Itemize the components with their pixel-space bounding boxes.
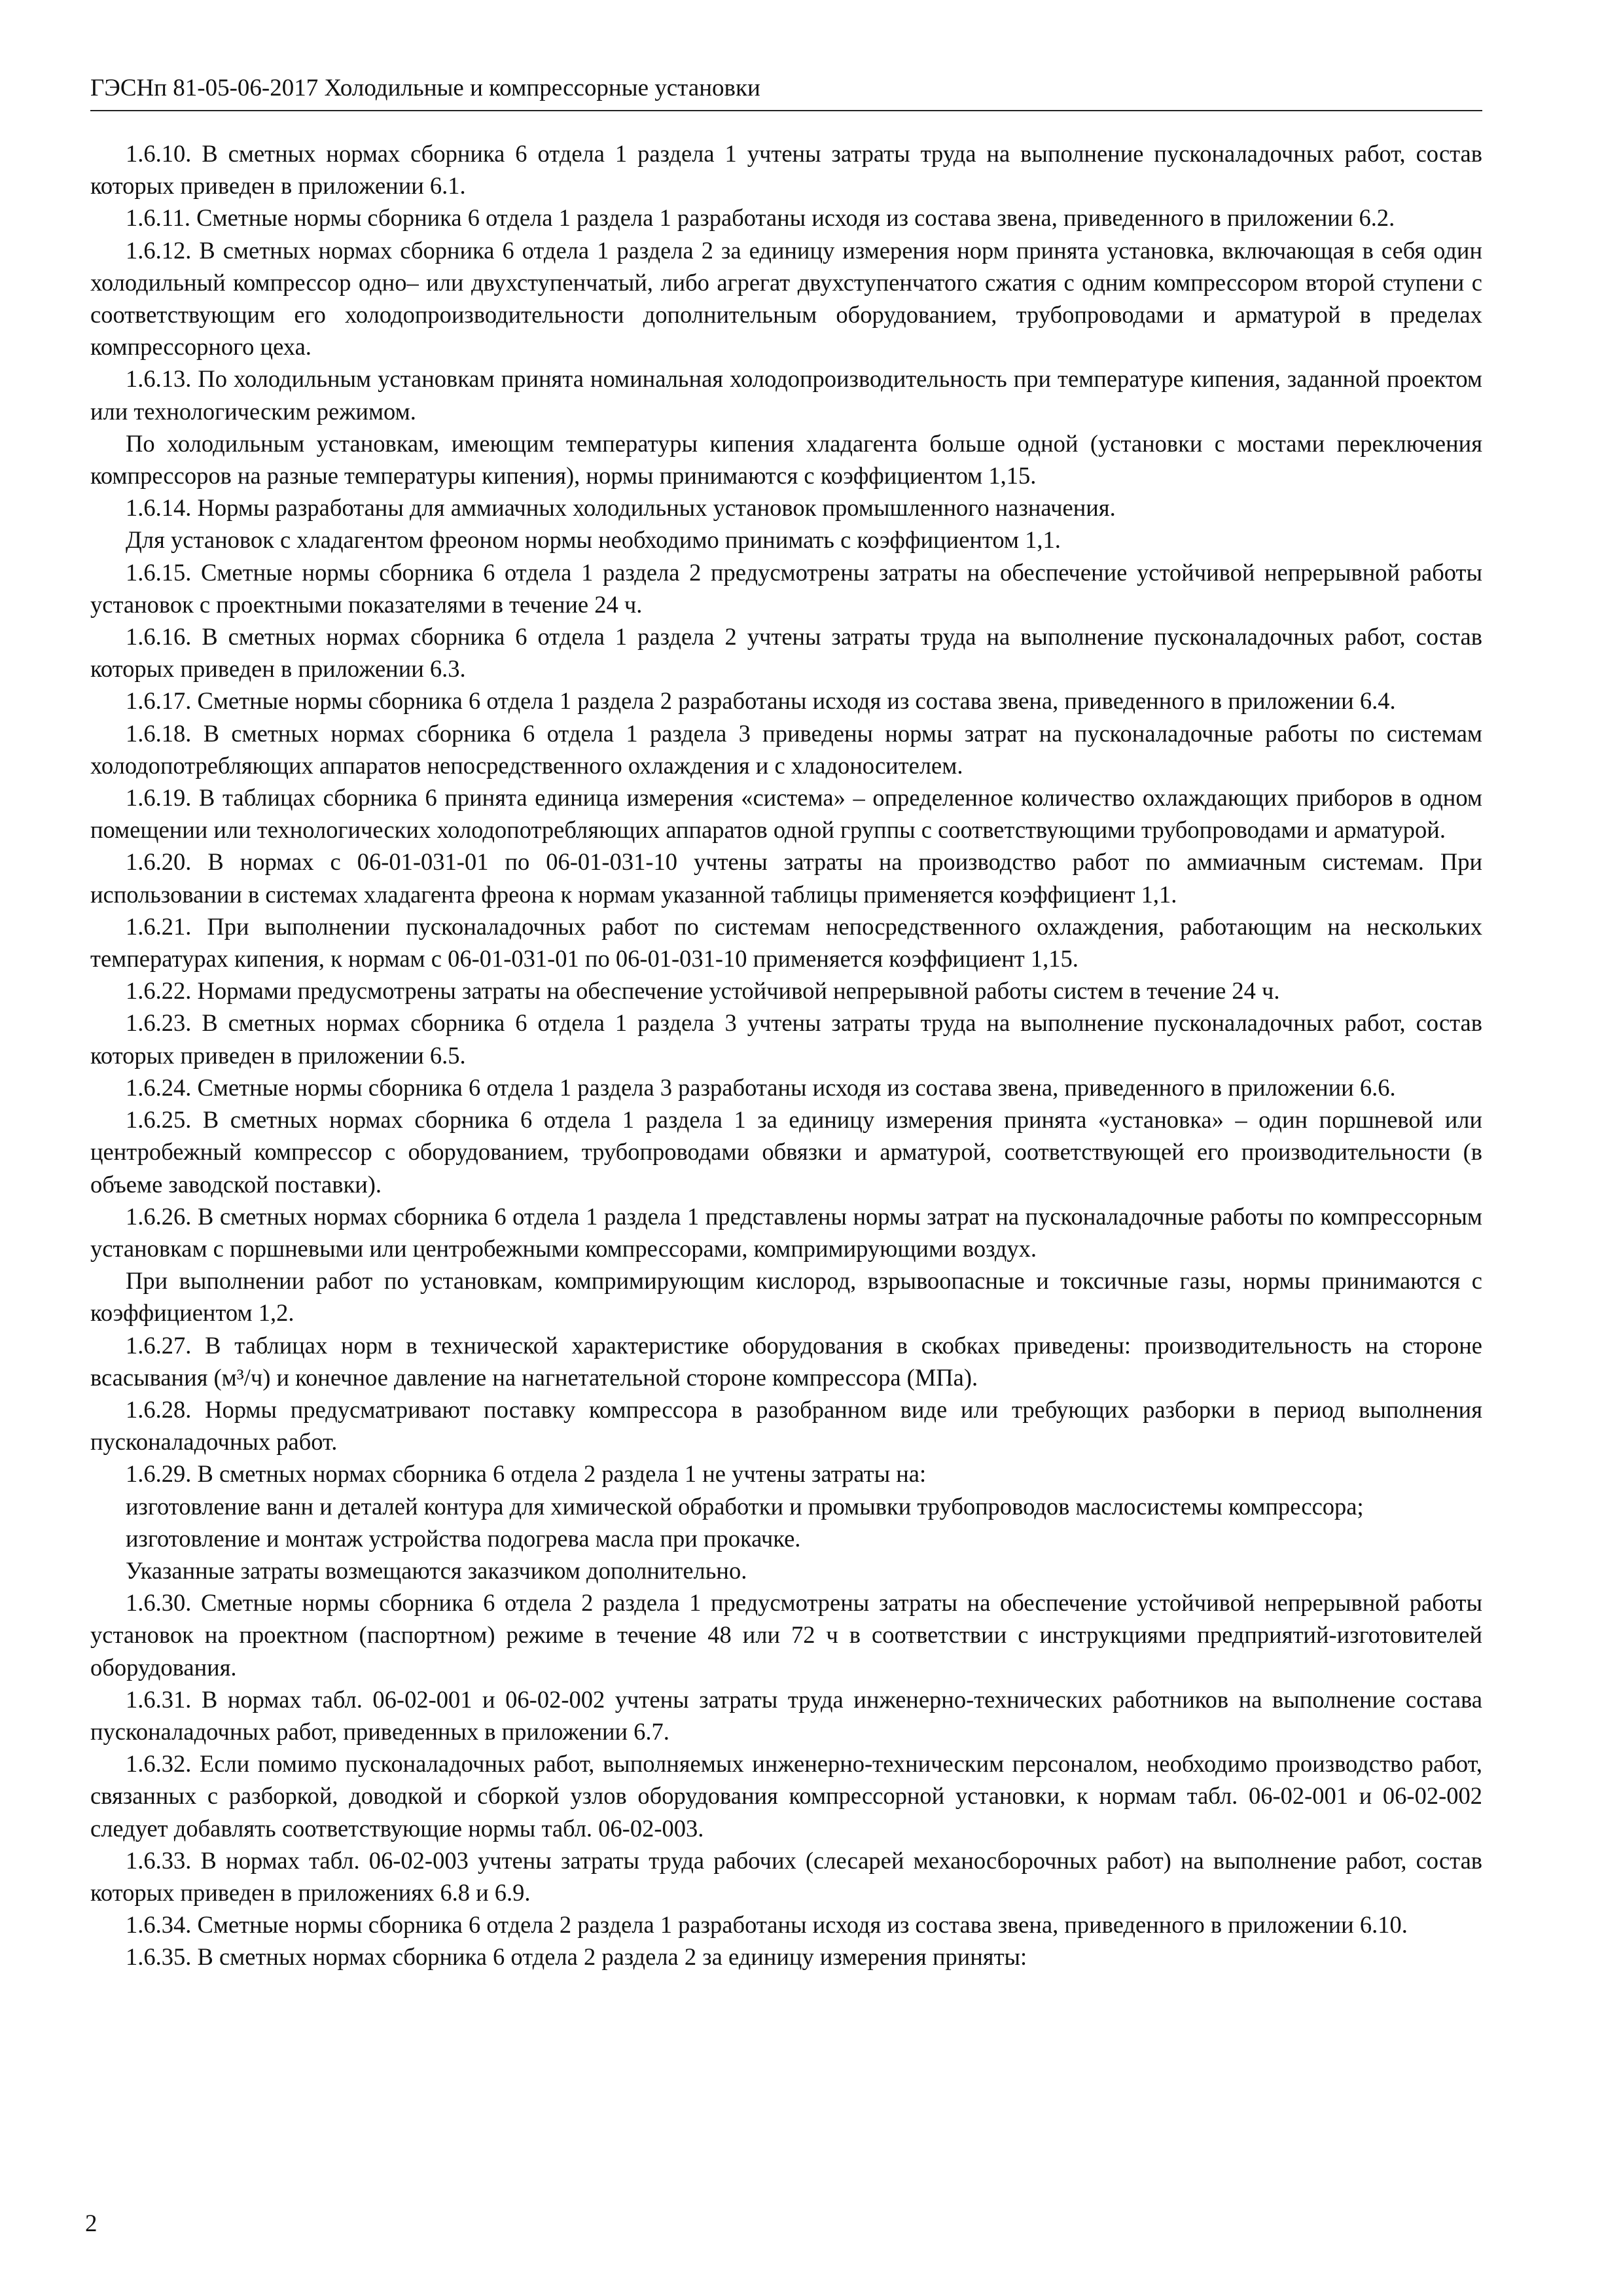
- paragraph: 1.6.22. Нормами предусмотрены затраты на обеспечение устойчивой непрерывной работы систем в течение 24 ч.: [126, 977, 1280, 1005]
- paragraph: 1.6.32. Если помимо пусконаладочных работ, выполняемых инженерно-техническим персоналом, необходимо производство работ, связанных с разборкой, доводкой и сборкой узлов оборудования компрессорной установки, к нормам табл. 06-02-001 и 06-02-002 следует добавлять соответствующие нормы табл. 06-02-003.: [90, 1750, 1482, 1842]
- paragraph: 1.6.13. По холодильным установкам принята номинальная холодопроизводительность при температуре кипения, заданной проектом или технологическим режимом.: [90, 365, 1482, 425]
- paragraph: При выполнении работ по установкам, компримирующим кислород, взрывоопасные и токсичные газы, нормы принимаются с коэффициентом 1,2.: [90, 1267, 1482, 1327]
- paragraph: 1.6.20. В нормах с 06-01-031-01 по 06-01-031-10 учтены затраты на производство работ по аммиачным системам. При использовании в системах хладагента фреона к нормам указанной таблицы применяется коэффициент 1,1.: [90, 848, 1482, 908]
- paragraph: 1.6.11. Сметные нормы сборника 6 отдела 1 раздела 1 разработаны исходя из состава звена, приведенного в приложении 6.2.: [126, 204, 1395, 232]
- paragraph: 1.6.19. В таблицах сборника 6 принята единица измерения «система» – определенное количество охлаждающих приборов в одном помещении или технологических холодопотребляющих аппаратов одной группы с соответствующими трубопроводами и арматурой.: [90, 784, 1482, 844]
- paragraph: Указанные затраты возмещаются заказчиком дополнительно.: [126, 1556, 747, 1584]
- paragraph: 1.6.26. В сметных нормах сборника 6 отдела 1 раздела 1 представлены нормы затрат на пусконаладочные работы по компрессорным установкам с поршневыми или центробежными компрессорами, компримирующими воздух.: [90, 1202, 1482, 1262]
- paragraph: 1.6.28. Нормы предусматривают поставку компрессора в разобранном виде или требующих разборки в период выполнения пусконаладочных работ.: [90, 1395, 1482, 1456]
- paragraph: 1.6.29. В сметных нормах сборника 6 отдела 2 раздела 1 не учтены затраты на:: [126, 1460, 927, 1488]
- paragraph: 1.6.23. В сметных нормах сборника 6 отдела 1 раздела 3 учтены затраты труда на выполнение пусконаладочных работ, состав которых приведен в приложении 6.5.: [90, 1009, 1482, 1069]
- paragraph: 1.6.18. В сметных нормах сборника 6 отдела 1 раздела 3 приведены нормы затрат на пусконаладочные работы по системам холодопотребляющих аппаратов непосредственного охлаждения и с хладоносителем.: [90, 719, 1482, 779]
- paragraph: 1.6.30. Сметные нормы сборника 6 отдела 2 раздела 1 предусмотрены затраты на обеспечение устойчивой непрерывной работы установок на проектном (паспортном) режиме в течение 48 или 72 ч в соответствии с инструкциями предприятий-изготовителей оборудования.: [90, 1589, 1482, 1681]
- paragraph: 1.6.34. Сметные нормы сборника 6 отдела 2 раздела 1 разработаны исходя из состава звена, приведенного в приложении 6.10.: [126, 1911, 1408, 1939]
- paragraph: 1.6.25. В сметных нормах сборника 6 отдела 1 раздела 1 за единицу измерения принята «установка» – один поршневой или центробежный компрессор с оборудованием, трубопроводами обвязки и арматурой, соответствующей его производительности (в объеме заводской поставки).: [90, 1106, 1482, 1198]
- paragraph: 1.6.15. Сметные нормы сборника 6 отдела 1 раздела 2 предусмотрены затраты на обеспечение устойчивой непрерывной работы установок с проектными показателями в течение 24 ч.: [90, 558, 1482, 618]
- paragraph: 1.6.17. Сметные нормы сборника 6 отдела 1 раздела 2 разработаны исходя из состава звена, приведенного в приложении 6.4.: [126, 687, 1396, 715]
- paragraph: По холодильным установкам, имеющим температуры кипения хладагента больше одной (установки с мостами переключения компрессоров на разные температуры кипения), нормы принимаются с коэффициентом 1,15.: [90, 429, 1482, 490]
- paragraph: 1.6.12. В сметных нормах сборника 6 отдела 1 раздела 2 за единицу измерения норм принята установка, включающая в себя один холодильный компрессор одно– или двухступенчатый, либо агрегат двухступенчатого сжатия с одним компрессором второй ступени с соответствующим его холодопроизводительности дополнительным оборудованием, трубопроводами и арматурой в пределах компрессорного цеха.: [90, 236, 1482, 361]
- paragraph: 1.6.14. Нормы разработаны для аммиачных холодильных установок промышленного назначения.: [126, 494, 1116, 522]
- paragraph: 1.6.16. В сметных нормах сборника 6 отдела 1 раздела 2 учтены затраты труда на выполнение пусконаладочных работ, состав которых приведен в приложении 6.3.: [90, 623, 1482, 683]
- paragraph: 1.6.24. Сметные нормы сборника 6 отдела 1 раздела 3 разработаны исходя из состава звена, приведенного в приложении 6.6.: [126, 1073, 1396, 1101]
- paragraph: изготовление ванн и деталей контура для химической обработки и промывки трубопроводов маслосистемы компрессора;: [126, 1492, 1364, 1520]
- page-number: 2: [85, 2210, 98, 2237]
- paragraph: Для установок с хладагентом фреоном нормы необходимо принимать с коэффициентом 1,1.: [126, 526, 1061, 554]
- paragraph: 1.6.21. При выполнении пусконаладочных работ по системам непосредственного охлаждения, работающим на нескольких температурах кипения, к нормам с 06-01-031-01 по 06-01-031-10 применяется коэффициент 1,15.: [90, 912, 1482, 973]
- paragraph: 1.6.31. В нормах табл. 06-02-001 и 06-02-002 учтены затраты труда инженерно-технических работников на выполнение состава пусконаладочных работ, приведенных в приложении 6.7.: [90, 1685, 1482, 1745]
- paragraph: 1.6.35. В сметных нормах сборника 6 отдела 2 раздела 2 за единицу измерения приняты:: [126, 1943, 1027, 1971]
- paragraph: 1.6.10. В сметных нормах сборника 6 отдела 1 раздела 1 учтены затраты труда на выполнение пусконаладочных работ, состав которых приведен в приложении 6.1.: [90, 140, 1482, 200]
- document-body: [90, 137, 1482, 1973]
- paragraph: 1.6.33. В нормах табл. 06-02-003 учтены затраты труда рабочих (слесарей механосборочных работ) на выполнение работ, состав которых приведен в приложениях 6.8 и 6.9.: [90, 1846, 1482, 1906]
- running-header: ГЭСНп 81-05-06-2017 Холодильные и компрессорные установки: [90, 73, 1482, 111]
- paragraph: изготовление и монтаж устройства подогрева масла при прокачке.: [126, 1524, 801, 1552]
- paragraph: 1.6.27. В таблицах норм в технической характеристике оборудования в скобках приведены: производительность на стороне всасывания (м³/ч) и конечное давление на нагнетательной стороне компрессора (МПа).: [90, 1331, 1482, 1391]
